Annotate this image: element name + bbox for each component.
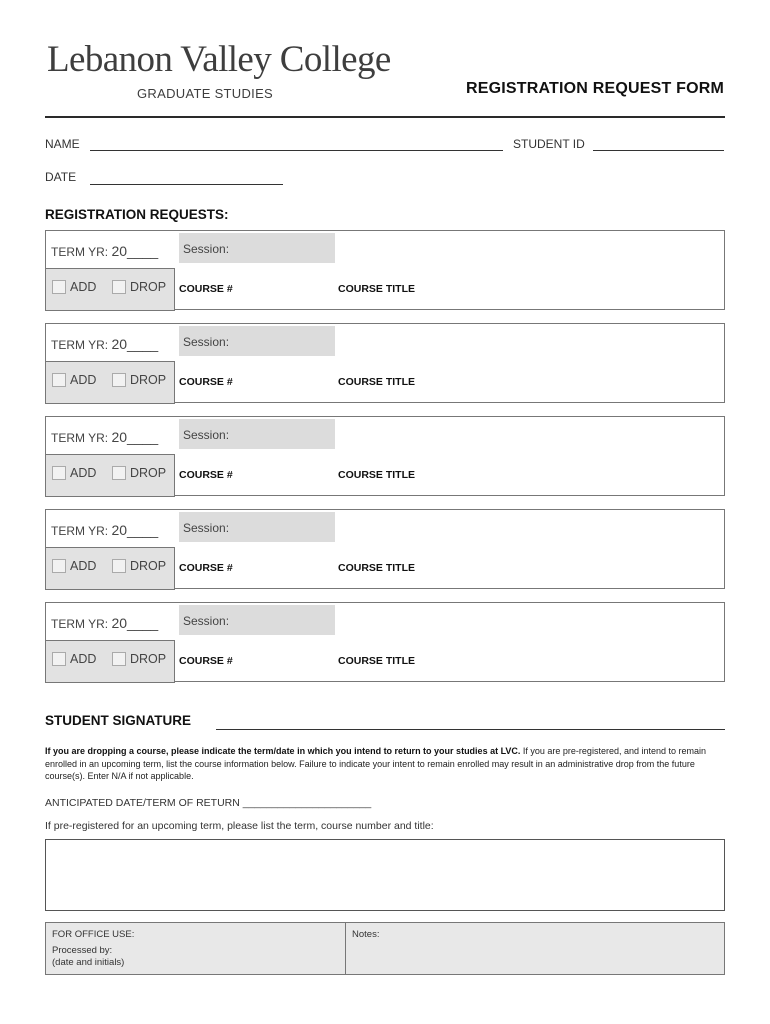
session-field[interactable]: [179, 419, 335, 449]
term-year-field[interactable]: [51, 336, 158, 352]
registration-heading: REGISTRATION REQUESTS:: [45, 207, 229, 222]
registration-request-5: [45, 602, 725, 682]
drop-checkbox[interactable]: [112, 652, 126, 666]
term-year: 20____: [111, 429, 159, 445]
course-number-label: COURSE #: [179, 376, 233, 388]
course-title-label: COURSE TITLE: [338, 655, 416, 667]
session-field[interactable]: [179, 233, 335, 263]
session-label: Session:: [183, 521, 230, 535]
add-label: ADD: [70, 652, 97, 666]
date-field[interactable]: [90, 184, 283, 185]
course-number-label: COURSE #: [179, 655, 233, 667]
term-year: 20____: [111, 336, 159, 352]
course-number-label: COURSE #: [179, 469, 233, 481]
add-drop-area: [45, 547, 175, 590]
preregistered-courses-box[interactable]: [45, 839, 725, 911]
course-number-label: COURSE #: [179, 562, 233, 574]
term-label: TERM YR:: [51, 524, 109, 538]
course-number-label: COURSE #: [179, 283, 233, 295]
signature-field[interactable]: [216, 729, 725, 730]
processed-by-label: Processed by:: [52, 945, 113, 956]
registration-request-3: [45, 416, 725, 496]
drop-label: DROP: [130, 373, 167, 387]
term-year: 20____: [111, 243, 159, 259]
term-label: TERM YR:: [51, 617, 109, 631]
registration-request-4: [45, 509, 725, 589]
add-label: ADD: [70, 559, 97, 573]
term-year: 20____: [111, 615, 159, 631]
office-use-box: [45, 922, 725, 975]
drop-label: DROP: [130, 466, 167, 480]
add-drop-area: [45, 361, 175, 404]
student-id-field[interactable]: [593, 150, 724, 151]
add-checkbox[interactable]: [52, 559, 66, 573]
drop-notice-bold: If you are dropping a course, please indicate the term/date in which you intend to return to your studies at LVC.: [45, 746, 521, 756]
course-title-label: COURSE TITLE: [338, 562, 416, 574]
logo-subtitle: GRADUATE STUDIES: [137, 86, 274, 101]
session-field[interactable]: [179, 512, 335, 542]
add-drop-area: [45, 640, 175, 683]
office-divider: [345, 923, 346, 974]
add-drop-area: [45, 268, 175, 311]
add-checkbox[interactable]: [52, 466, 66, 480]
drop-notice-text: If you are pre-registered, and intend to remain enrolled in an upcoming term, list the course information below. Failure to indicate your intent to remain enrolled may result in an administrative drop from the future course(s). Enter N/A if not applicable.: [45, 746, 707, 781]
signature-label: STUDENT SIGNATURE: [45, 713, 192, 728]
term-year-field[interactable]: [51, 522, 158, 538]
registration-request-1: [45, 230, 725, 310]
name-label: NAME: [45, 137, 80, 151]
session-field[interactable]: [179, 605, 335, 635]
date-initials-label: (date and initials): [52, 957, 125, 968]
term-year-field[interactable]: [51, 615, 158, 631]
add-label: ADD: [70, 466, 97, 480]
term-label: TERM YR:: [51, 245, 109, 259]
course-title-label: COURSE TITLE: [338, 376, 416, 388]
term-year-field[interactable]: [51, 243, 158, 259]
add-checkbox[interactable]: [52, 652, 66, 666]
office-use-label: FOR OFFICE USE:: [52, 929, 135, 940]
term-year: 20____: [111, 522, 159, 538]
add-checkbox[interactable]: [52, 373, 66, 387]
add-label: ADD: [70, 280, 97, 294]
term-year-field[interactable]: [51, 429, 158, 445]
student-id-label: STUDENT ID: [513, 137, 585, 151]
drop-notice: [45, 745, 727, 783]
drop-checkbox[interactable]: [112, 466, 126, 480]
drop-checkbox[interactable]: [112, 559, 126, 573]
course-title-label: COURSE TITLE: [338, 283, 416, 295]
header-divider: [45, 116, 725, 118]
date-label: DATE: [45, 170, 77, 184]
add-label: ADD: [70, 373, 97, 387]
drop-checkbox[interactable]: [112, 373, 126, 387]
session-label: Session:: [183, 335, 230, 349]
notes-label: Notes:: [352, 929, 380, 940]
college-logo: Lebanon Valley College: [47, 39, 391, 80]
name-field[interactable]: [90, 150, 503, 151]
add-drop-area: [45, 454, 175, 497]
term-label: TERM YR:: [51, 431, 109, 445]
course-title-label: COURSE TITLE: [338, 469, 416, 481]
session-label: Session:: [183, 614, 230, 628]
session-label: Session:: [183, 242, 230, 256]
drop-label: DROP: [130, 652, 167, 666]
drop-label: DROP: [130, 559, 167, 573]
registration-request-2: [45, 323, 725, 403]
add-checkbox[interactable]: [52, 280, 66, 294]
term-label: TERM YR:: [51, 338, 109, 352]
anticipated-return-field[interactable]: ANTICIPATED DATE/TERM OF RETURN ______________________: [45, 797, 372, 809]
drop-label: DROP: [130, 280, 167, 294]
session-field[interactable]: [179, 326, 335, 356]
session-label: Session:: [183, 428, 230, 442]
form-title: REGISTRATION REQUEST FORM: [465, 80, 724, 97]
preregistered-label: If pre-registered for an upcoming term, please list the term, course number and title:: [45, 820, 434, 832]
drop-checkbox[interactable]: [112, 280, 126, 294]
